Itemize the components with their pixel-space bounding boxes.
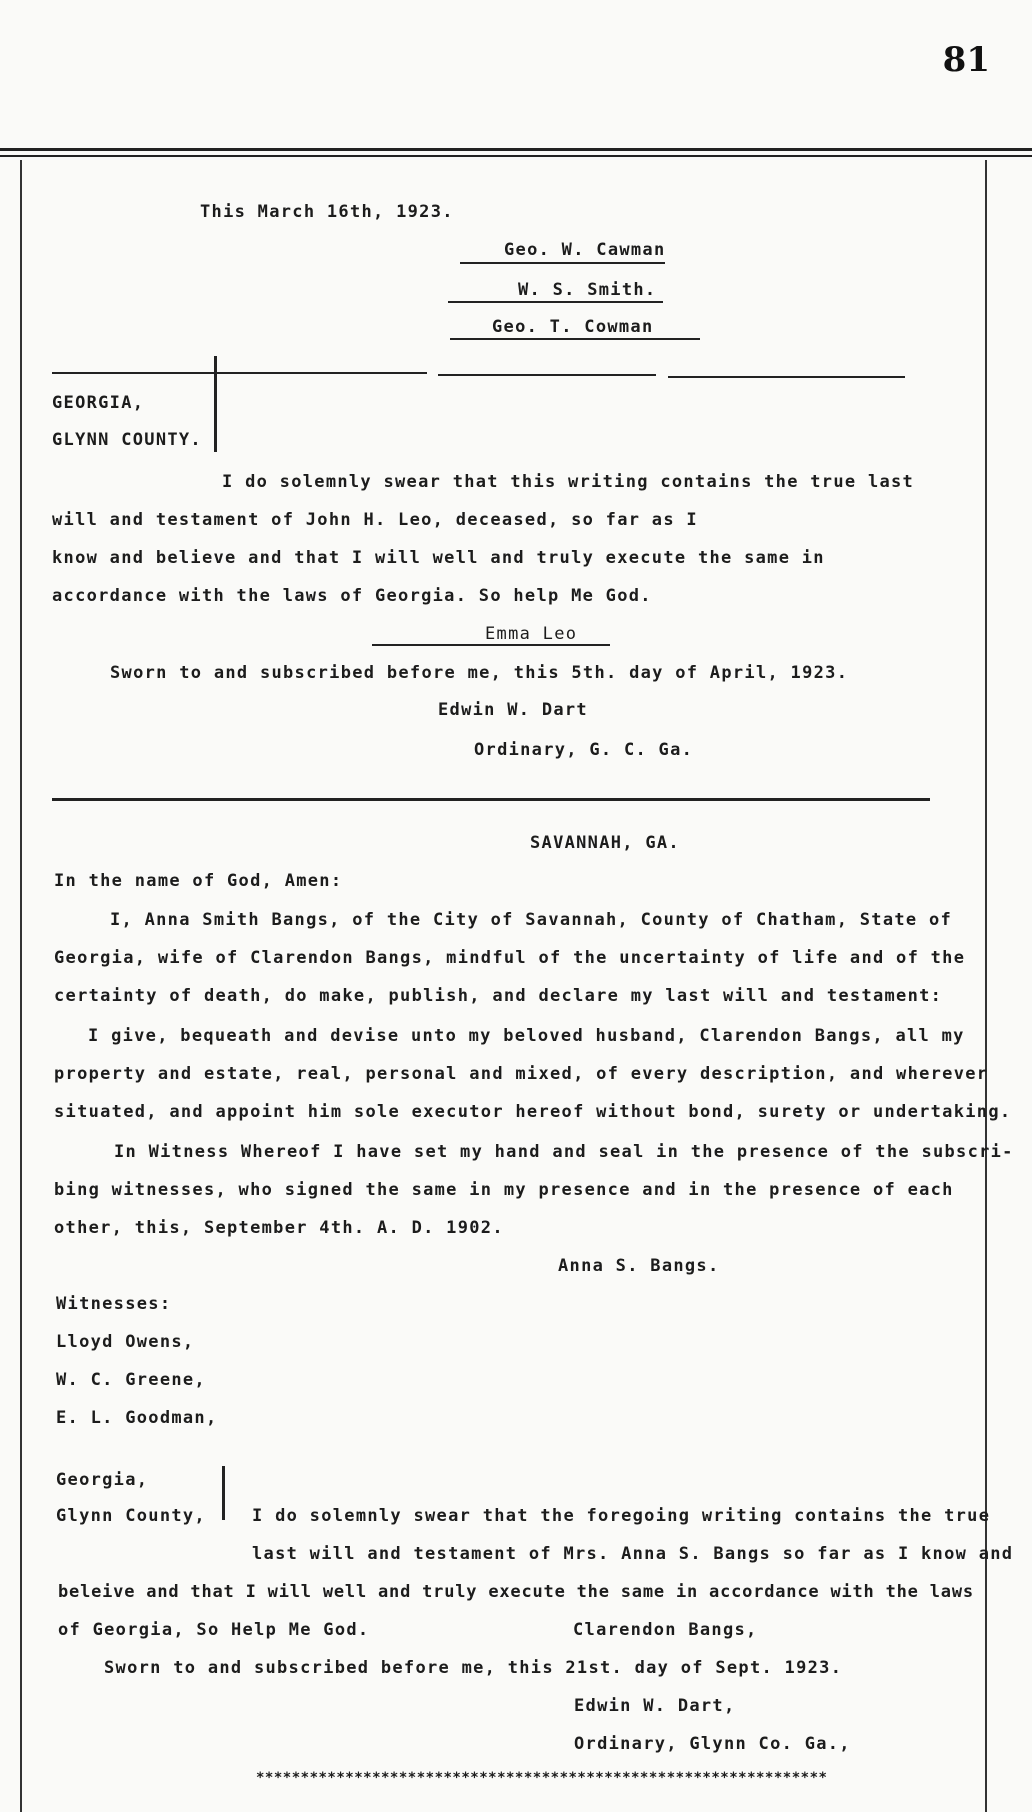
witness-signature: Geo. T. Cowman <box>492 317 654 337</box>
will-line: bing witnesses, who signed the same in my presence and in the presence of each <box>54 1180 954 1200</box>
will-line: In Witness Whereof I have set my hand and seal in the presence of the subscri- <box>114 1142 1014 1162</box>
place-heading: SAVANNAH, GA. <box>530 833 680 853</box>
witness-name: E. L. Goodman, <box>56 1408 218 1428</box>
state-label: Georgia, <box>56 1470 149 1490</box>
will-line: certainty of death, do make, publish, and declare my last will and testament: <box>54 986 943 1006</box>
will-line: other, this, September 4th. A. D. 1902. <box>54 1218 504 1238</box>
official-title: Ordinary, G. C. Ga. <box>474 740 694 760</box>
testator-signature: Anna S. Bangs. <box>558 1256 720 1276</box>
oath-line: accordance with the laws of Georgia. So help Me God. <box>52 586 652 606</box>
date-line: This March 16th, 1923. <box>200 202 454 222</box>
will-line: property and estate, real, personal and mixed, of every description, and wherever <box>54 1064 989 1084</box>
official-name: Edwin W. Dart <box>438 700 588 720</box>
official-name: Edwin W. Dart, <box>574 1696 736 1716</box>
top-rule <box>0 148 1032 151</box>
opening-line: In the name of God, Amen: <box>54 871 343 891</box>
end-mark: **************************************************************** <box>256 1770 828 1786</box>
page-number: 81 <box>942 40 990 80</box>
oath-line: I do solemnly swear that this writing contains the true last <box>222 472 915 492</box>
oath-line: I do solemnly swear that the foregoing writing contains the true <box>252 1506 991 1526</box>
county-label: Glynn County, <box>56 1506 206 1526</box>
witness-signature: W. S. Smith. <box>518 280 657 300</box>
witnesses-label: Witnesses: <box>56 1294 172 1314</box>
oath-line: last will and testament of Mrs. Anna S. Bangs so far as I know and <box>252 1544 1014 1564</box>
witness-name: Lloyd Owens, <box>56 1332 195 1352</box>
signature-line <box>460 262 665 264</box>
sworn-line: Sworn to and subscribed before me, this 21st. day of Sept. 1923. <box>104 1658 843 1678</box>
will-line: I, Anna Smith Bangs, of the City of Savannah, County of Chatham, State of <box>110 910 953 930</box>
bracket-bar <box>214 356 217 452</box>
oath-signer: Clarendon Bangs, <box>573 1620 758 1640</box>
signature-line <box>372 644 610 646</box>
header-rule <box>438 374 656 376</box>
signature-line <box>448 301 663 303</box>
will-line: Georgia, wife of Clarendon Bangs, mindful of the uncertainty of life and of the <box>54 948 966 968</box>
witness-signature: Geo. W. Cawman <box>504 240 666 260</box>
oath-line: beleive and that I will well and truly execute the same in accordance with the laws <box>58 1582 974 1602</box>
official-title: Ordinary, Glynn Co. Ga., <box>574 1734 851 1754</box>
bracket-bar <box>222 1466 225 1520</box>
signature-line <box>450 338 700 340</box>
will-line: I give, bequeath and devise unto my beloved husband, Clarendon Bangs, all my <box>88 1026 965 1046</box>
signer-signature: Emma Leo <box>485 624 578 644</box>
county-label: GLYNN COUNTY. <box>52 430 202 450</box>
oath-line: will and testament of John H. Leo, deceased, so far as I <box>52 510 698 530</box>
oath-line: know and believe and that I will well and truly execute the same in <box>52 548 825 568</box>
oath-line: of Georgia, So Help Me God. <box>58 1620 370 1640</box>
will-line: situated, and appoint him sole executor hereof without bond, surety or undertaking. <box>54 1102 1012 1122</box>
right-border <box>985 160 987 1812</box>
witness-name: W. C. Greene, <box>56 1370 206 1390</box>
sworn-line: Sworn to and subscribed before me, this 5th. day of April, 1923. <box>110 663 849 683</box>
header-rule <box>52 372 427 374</box>
left-border <box>20 160 22 1812</box>
state-label: GEORGIA, <box>52 393 145 413</box>
section-divider <box>52 798 930 801</box>
header-rule <box>668 376 905 378</box>
top-rule-thin <box>0 155 1032 157</box>
